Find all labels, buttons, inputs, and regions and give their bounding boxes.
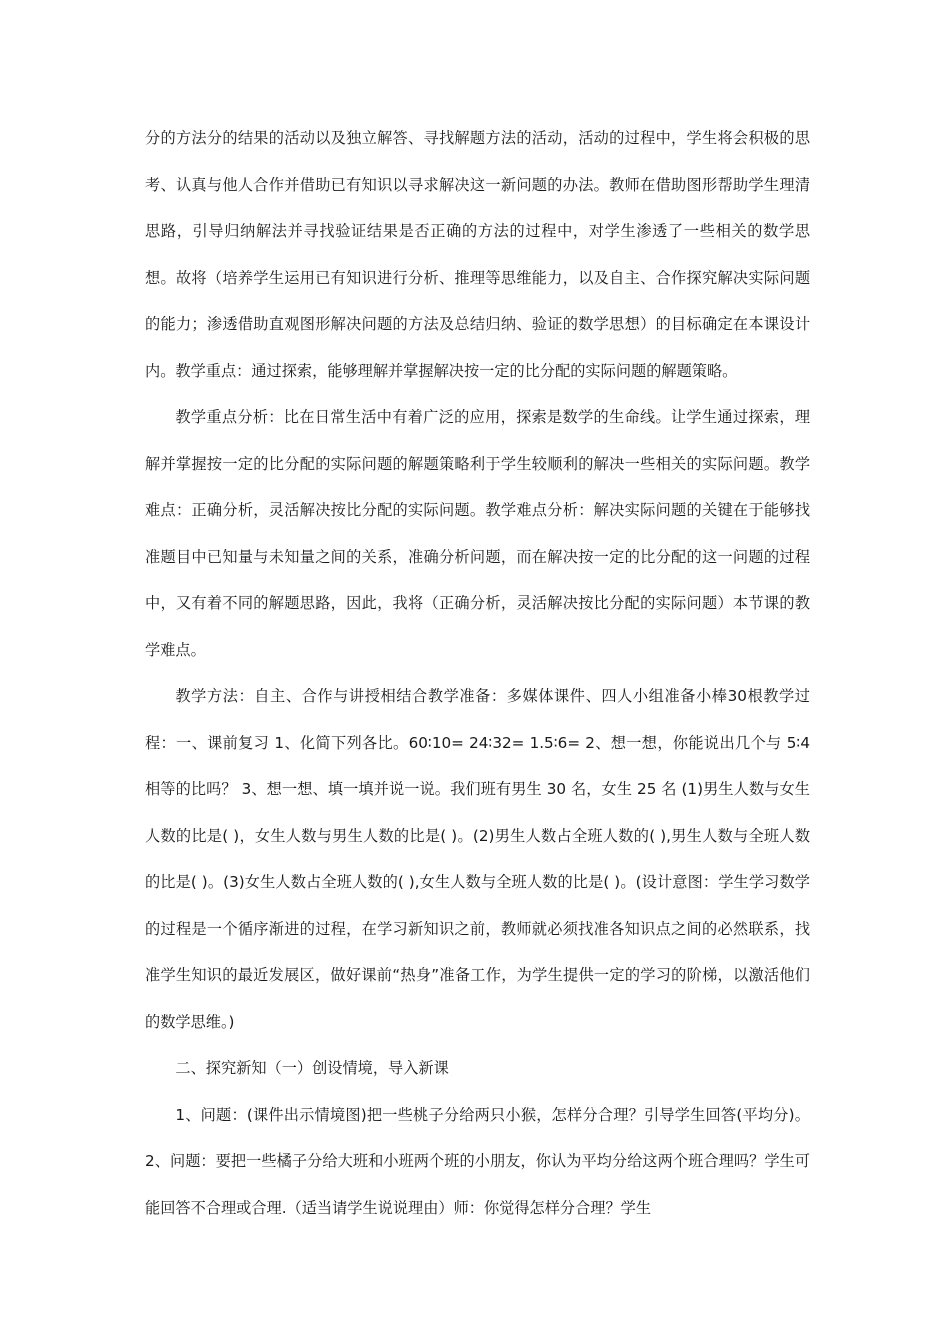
- paragraph-5: 1、问题：(课件出示情境图)把一些桃子分给两只小猴，怎样分合理？引导学生回答(平均分)。2、问题：要把一些橘子分给大班和小班两个班的小朋友，你认为平均分给这两个班合理吗？学生可能回答不合理或合理.（适当请学生说说理由）师：你觉得怎样分合理？学生: [145, 1105, 810, 1217]
- paragraph-4: 二、探究新知（一）创设情境，导入新课: [175, 1059, 449, 1077]
- paragraph-3: 教学方法：自主、合作与讲授相结合教学准备：多媒体课件、四人小组准备小棒30根教学过程：一、课前复习 1、化简下列各比。60∶10= 24∶32= 1.5∶6= 2、想一想，你能说出几个与 5∶4 相等的比吗？ 3、想一想、填一填并说一说。我们班有男生 30 名，女生 25 名 (1)男生人数与女生人数的比是( )，女生人数与男生人数的比是( )。(2)男生人数占全班人数的( ),男生人数与全班人数的比是( )。(3)女生人数占全班人数的( ),女生人数与全班人数的比是( )。(设计意图：学生学习数学的过程是一个循序渐进的过程，在学习新知识之前，教师就必须找准各知识点之间的必然联系，找准学生知识的最近发展区，做好课前“热身”准备工作，为学生提供一定的学习的阶梯，以激活他们的数学思维。): [145, 687, 810, 1031]
- paragraph-1: 分的方法分的结果的活动以及独立解答、寻找解题方法的活动，活动的过程中，学生将会积极的思考、认真与他人合作并借助已有知识以寻求解决这一新问题的办法。教师在借助图形帮助学生理清思路，引导归纳解法并寻找验证结果是否正确的方法的过程中，对学生渗透了一些相关的数学思想。故将（培养学生运用已有知识进行分析、推理等思维能力，以及自主、合作探究解决实际问题的能力；渗透借助直观图形解决问题的方法及总结归纳、验证的数学思想）的目标确定在本课设计内。教学重点：通过探索，能够理解并掌握解决按一定的比分配的实际问题的解题策略。: [145, 129, 810, 380]
- document-body: [145, 115, 810, 1231]
- paragraph-2: 教学重点分析：比在日常生活中有着广泛的应用，探索是数学的生命线。让学生通过探索，理解并掌握按一定的比分配的实际问题的解题策略利于学生较顺利的解决一些相关的实际问题。教学难点：正确分析，灵活解决按比分配的实际问题。教学难点分析：解决实际问题的关键在于能够找准题目中已知量与未知量之间的关系，准确分析问题，而在解决按一定的比分配的这一问题的过程中，又有着不同的解题思路，因此，我将（正确分析，灵活解决按比分配的实际问题）本节课的教学难点。: [145, 408, 810, 659]
